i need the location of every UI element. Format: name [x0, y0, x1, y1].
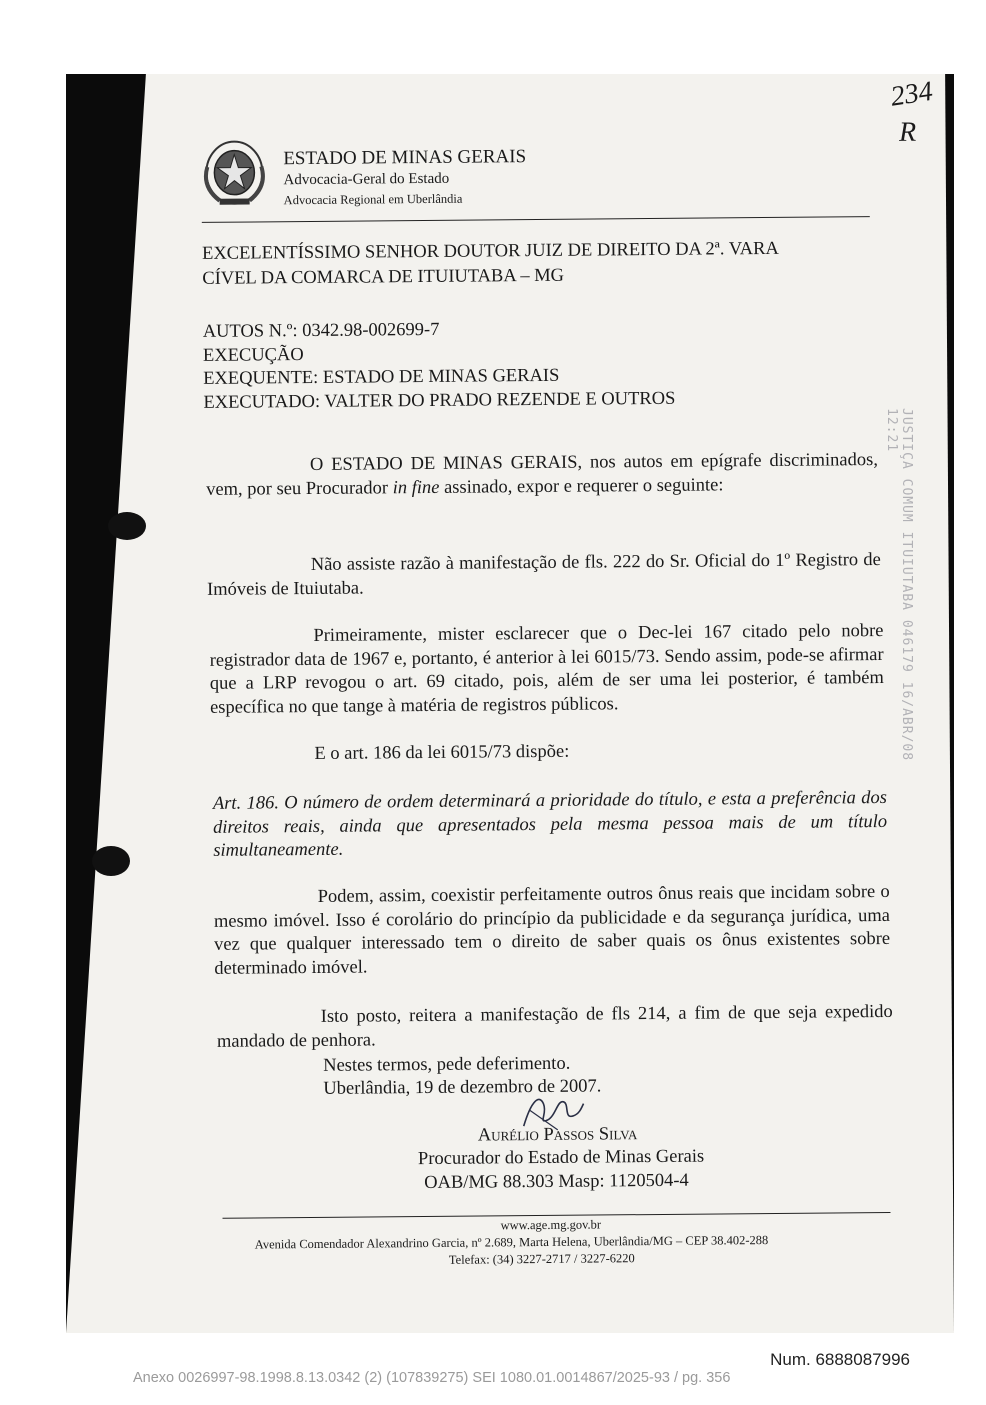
- legal-quote: Art. 186. O número de ordem determinará a prioridade do título, e esta a preferência dos direitos reais, ainda que apresentados pela mesma pessoa mais de um título simultaneamente.: [212, 787, 888, 861]
- paragraph-2: Não assiste razão à manifestação de fls. 222 do Sr. Oficial do 1º Registro de Imóveis de Ituiutaba.: [206, 550, 881, 600]
- closing-terms: Nestes termos, pede deferimento.: [323, 1053, 571, 1076]
- addressee-line-1: EXCELENTÍSSIMO SENHOR DOUTOR JUIZ DE DIREITO DA 2ª. VARA: [202, 238, 779, 264]
- header-divider: [202, 216, 870, 223]
- punch-hole-bottom: [92, 846, 130, 876]
- paragraph-6: Isto posto, reitera a manifestação de fls 214, a fim de que seja expedido mandado de penhora.: [216, 1001, 893, 1052]
- header-state: ESTADO DE MINAS GERAIS: [283, 146, 527, 170]
- signatory-title: Procurador do Estado de Minas Gerais: [417, 1146, 705, 1170]
- footer-phone: Telefax: (34) 3227-2717 / 3227-6220: [448, 1251, 635, 1267]
- case-number: AUTOS N.º: 0342.98-002699-7: [202, 319, 440, 342]
- signatory-name: Aurélio Passos Silva: [477, 1124, 638, 1146]
- addressee-line-2: CÍVEL DA COMARCA DE ITUIUTABA – MG: [202, 265, 565, 289]
- coat-of-arms-icon: [201, 136, 268, 209]
- closing-place-date: Uberlândia, 19 de dezembro de 2007.: [323, 1076, 602, 1099]
- case-executado: EXECUTADO: VALTER DO PRADO REZENDE E OUTROS: [203, 388, 676, 413]
- court-receipt-stamp: JUSTIÇA COMUM ITUIUTABA 046179 16/ABR/08 12:21: [884, 408, 914, 762]
- footer-address: Avenida Comendador Alexandrino Garcia, nº 2.689, Marta Helena, Uberlândia/MG – CEP 38.402-288: [254, 1233, 769, 1252]
- handwritten-page-number: 234: [888, 75, 935, 113]
- header-regional: Advocacia Regional em Uberlândia: [283, 191, 463, 208]
- annex-reference: Anexo 0026997-98.1998.8.13.0342 (2) (107839275) SEI 1080.01.0014867/2025-93 / pg. 356: [133, 1370, 731, 1386]
- handwritten-initial: R: [898, 116, 917, 148]
- case-exequente: EXEQUENTE: ESTADO DE MINAS GERAIS: [203, 365, 560, 389]
- header-agency: Advocacia-Geral do Estado: [283, 170, 450, 189]
- signatory-registration: OAB/MG 88.303 Masp: 1120504-4: [424, 1170, 689, 1194]
- document-number: Num. 6888087996: [770, 1350, 910, 1369]
- paragraph-intro: O ESTADO DE MINAS GERAIS, nos autos em epígrafe discriminados, vem, por seu Procurador in fine assinado, expor e requerer o seguinte:: [206, 450, 879, 500]
- paragraph-4: E o art. 186 da lei 6015/73 dispõe:: [314, 741, 570, 764]
- case-type: EXECUÇÃO: [202, 345, 304, 366]
- punch-hole-top: [108, 512, 146, 540]
- paragraph-3: Primeiramente, mister esclarecer que o Dec-lei 167 citado pelo nobre registrador data de 1967 e, portanto, é anterior à lei 6015/73. Sendo assim, pode-se afirmar que a LRP revogou o art. 69 citado, pois, além de ser uma lei posterior, é também específica no que tange à matéria de registros públicos.: [209, 621, 884, 718]
- paragraph-5: Podem, assim, coexistir perfeitamente outros ônus reais que incidam sobre o mesmo imóvel. Isso é corolário do princípio da publicidade e da segurança jurídica, uma vez que qualquer interessado tem o direito de saber quais os ônus existentes sobre determinado imóvel.: [213, 881, 891, 979]
- footer-website: www.age.mg.gov.br: [500, 1217, 602, 1233]
